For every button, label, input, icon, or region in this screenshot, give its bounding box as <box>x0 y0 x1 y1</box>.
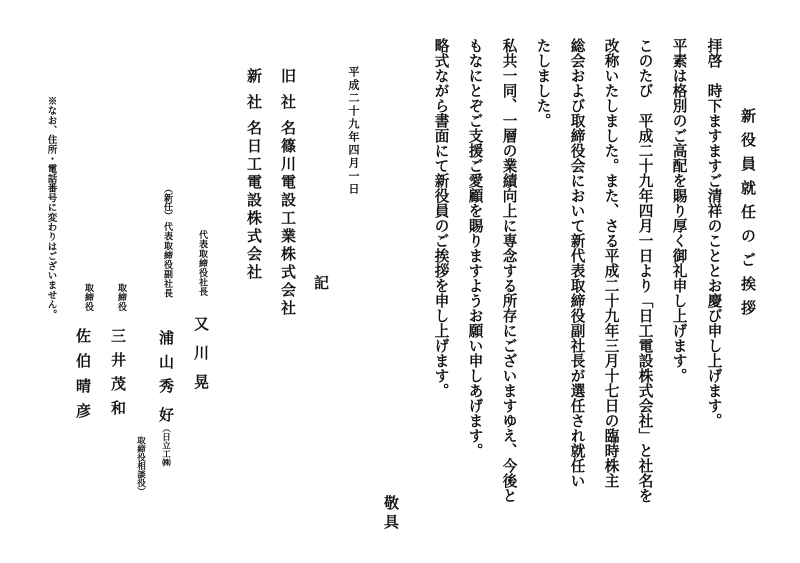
letter-date: 平成二十九年四月一日 <box>347 66 360 196</box>
body-line-5: 総会および取締役会において新代表取締役副社長が選任され就任い <box>568 38 586 488</box>
officer-2-name-last: 好 <box>157 407 175 422</box>
body-line-3: このたび 平成二十九年四月一日より「日工電設株式会社」と社名を <box>636 38 654 503</box>
officer-1-name: 又川晃 <box>192 316 210 403</box>
body-line-7: 私共一同、一層の業績向上に専念する所存にございますゆえ、今後と <box>500 38 518 503</box>
new-name-label: 新社名 <box>245 68 263 146</box>
address-note: ※なお、住所・電話番号に変わりはございません。 <box>45 96 57 320</box>
body-line-1: 拝啓 時下ますますご清祥のこととお慶び申し上げます。 <box>705 38 723 428</box>
officer-4-name: 佐伯晴彦 <box>74 328 92 428</box>
body-line-2: 平素は格別のご高配を賜り厚く御礼申し上げます。 <box>670 38 688 383</box>
officer-4-title: 取締役 <box>83 283 93 312</box>
officer-3-title: 取締役 <box>116 283 126 312</box>
officer-2-affiliation: （日立工㈱ <box>160 424 171 467</box>
officer-1-title: 代表取締役社長 <box>197 230 207 297</box>
body-line-6: たしました。 <box>534 38 552 128</box>
body-line-8: もなにとぞご支援ご愛顧を賜りますようお願い申しあげます。 <box>466 38 484 458</box>
letter-title: 新役員就任のご挨拶 <box>739 108 757 324</box>
ki-marker: 記 <box>312 275 330 299</box>
closing-keigu: 敬具 <box>382 495 400 533</box>
officer-2-affiliation-sub: 取締役相談役） <box>135 436 146 496</box>
body-line-9: 略式ながら書面にて新役員のご挨拶を申し上げます。 <box>432 38 450 398</box>
officer-2-prefix: （新任） <box>162 184 172 220</box>
old-name-label: 旧社名 <box>279 68 297 146</box>
new-company-name: 日工電設株式会社 <box>245 138 263 282</box>
body-line-4: 改称いたしました。また、さる平成二十九年三月十七日の臨時株主 <box>602 38 620 488</box>
officer-2-name: 浦山秀 <box>157 330 175 402</box>
officer-3-name: 三井茂和 <box>109 328 127 424</box>
officer-2-title: 代表取締役副社長 <box>162 222 172 298</box>
old-company-name: 篠川電設工業株式会社 <box>279 138 297 318</box>
